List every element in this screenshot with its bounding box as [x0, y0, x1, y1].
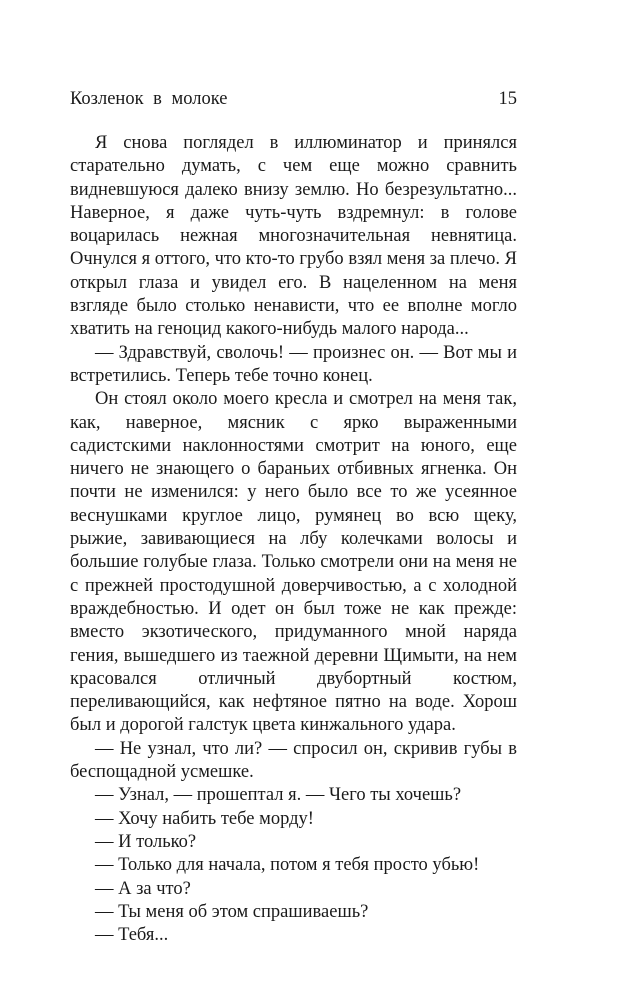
- paragraph: — И только?: [95, 831, 197, 852]
- paragraph: Он стоял около моего кресла и смотрел на меня так, как, наверное, мясник с ярко выраженными садистскими наклонностями смотрит на юного, еще ничего не знающего о бараньих отбивных ягненка. Он почти не изменился: у него было все то же усеянное веснушками круглое лицо, румянец во всю щеку, рыжие, завивающиеся на лбу колечками волосы и большие голубые глаза. Только смотрели они на меня не с прежней простодушной доверчивостью, а с холодной враждебностью. И одет он был тоже не как прежде: вместо экзотического, придуманного мной наряда гения, вышедшего из таежной деревни Щимыти, на нем красовался отличный двубортный костюм, переливающийся, как нефтяное пятно на воде. Хорош был и дорогой галстук цвета кинжального удара.: [70, 389, 517, 736]
- paragraph: — Ты меня об этом спрашиваешь?: [95, 901, 369, 922]
- paragraph: — Узнал, — прошептал я. — Чего ты хочешь?: [95, 785, 462, 806]
- paragraph: — Здравствуй, сволочь! — произнес он. — Вот мы и встретились. Теперь тебе точно конец.: [70, 342, 517, 386]
- page-number: 15: [498, 89, 517, 109]
- body-text: [70, 132, 517, 947]
- paragraph: Я снова поглядел в иллюминатор и принялся старательно думать, с чем еще можно сравнить видневшуюся далеко внизу землю. Но безрезультатно... Наверное, я даже чуть-чуть вздремнул: в голове воцарилась нежная многозначительная невнятица. Очнулся я оттого, что кто-то грубо взял меня за плечо. Я открыл глаза и увидел его. В нацеленном на меня взгляде было столько ненависти, что ее вполне могло хватить на геноцид какого-нибудь малого народа...: [70, 133, 517, 340]
- running-head: [70, 86, 517, 112]
- running-title: Козленок в молоке: [70, 89, 228, 109]
- paragraph: — Хочу набить тебе морду!: [95, 808, 314, 829]
- paragraph: — А за что?: [95, 878, 191, 899]
- paragraph: — Тебя...: [95, 925, 169, 946]
- paragraph: — Не узнал, что ли? — спросил он, скривив губы в беспощадной усмешке.: [70, 738, 517, 783]
- paragraph: — Только для начала, потом я тебя просто убью!: [95, 855, 480, 876]
